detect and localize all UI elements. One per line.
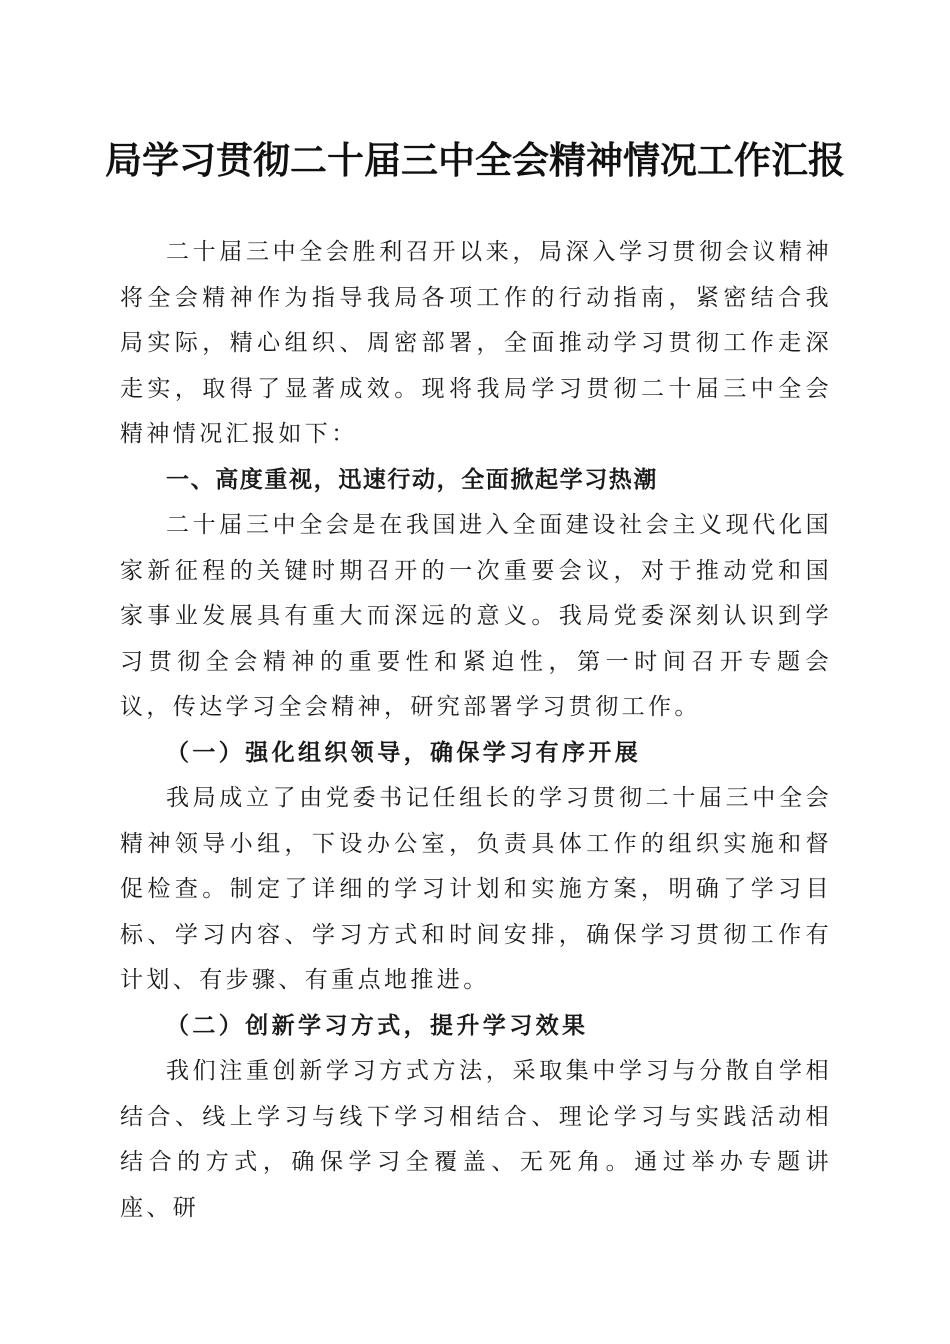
subsection-2-paragraph: 我们注重创新学习方式方法，采取集中学习与分散自学相结合、线上学习与线下学习相结合、理论学习与实践活动相结合的方式，确保学习全覆盖、无死角。通过举办专题讲座、研: [120, 1058, 832, 1221]
subsection-1-paragraph: 我局成立了由党委书记任组长的学习贯彻二十届三中全会精神领导小组，下设办公室，负责具体工作的组织实施和督促检查。制定了详细的学习计划和实施方案，明确了学习目标、学习内容、学习方式和时间安排，确保学习贯彻工作有计划、有步骤、有重点地推进。: [120, 785, 832, 993]
intro-paragraph: 二十届三中全会胜利召开以来，局深入学习贯彻会议精神将全会精神作为指导我局各项工作的行动指南，紧密结合我局实际，精心组织、周密部署，全面推动学习贯彻工作走深走实，取得了显著成效。现将我局学习贯彻二十届三中全会精神情况汇报如下：: [120, 239, 832, 447]
section-1-heading: 一、高度重视，迅速行动，全面掀起学习热潮: [166, 466, 658, 493]
section-1-paragraph: 二十届三中全会是在我国进入全面建设社会主义现代化国家新征程的关键时期召开的一次重要会议，对于推动党和国家事业发展具有重大而深远的意义。我局党委深刻认识到学习贯彻全会精神的重要性和紧迫性，第一时间召开专题会议，传达学习全会精神，研究部署学习贯彻工作。: [120, 512, 832, 720]
document-body: [120, 230, 832, 1231]
subsection-1-heading: （一）强化组织领导，确保学习有序开展: [166, 739, 642, 766]
subsection-2-heading: （二）创新学习方式，提升学习效果: [166, 1012, 589, 1039]
document-title: 局学习贯彻二十届三中全会精神情况工作汇报: [105, 138, 845, 182]
